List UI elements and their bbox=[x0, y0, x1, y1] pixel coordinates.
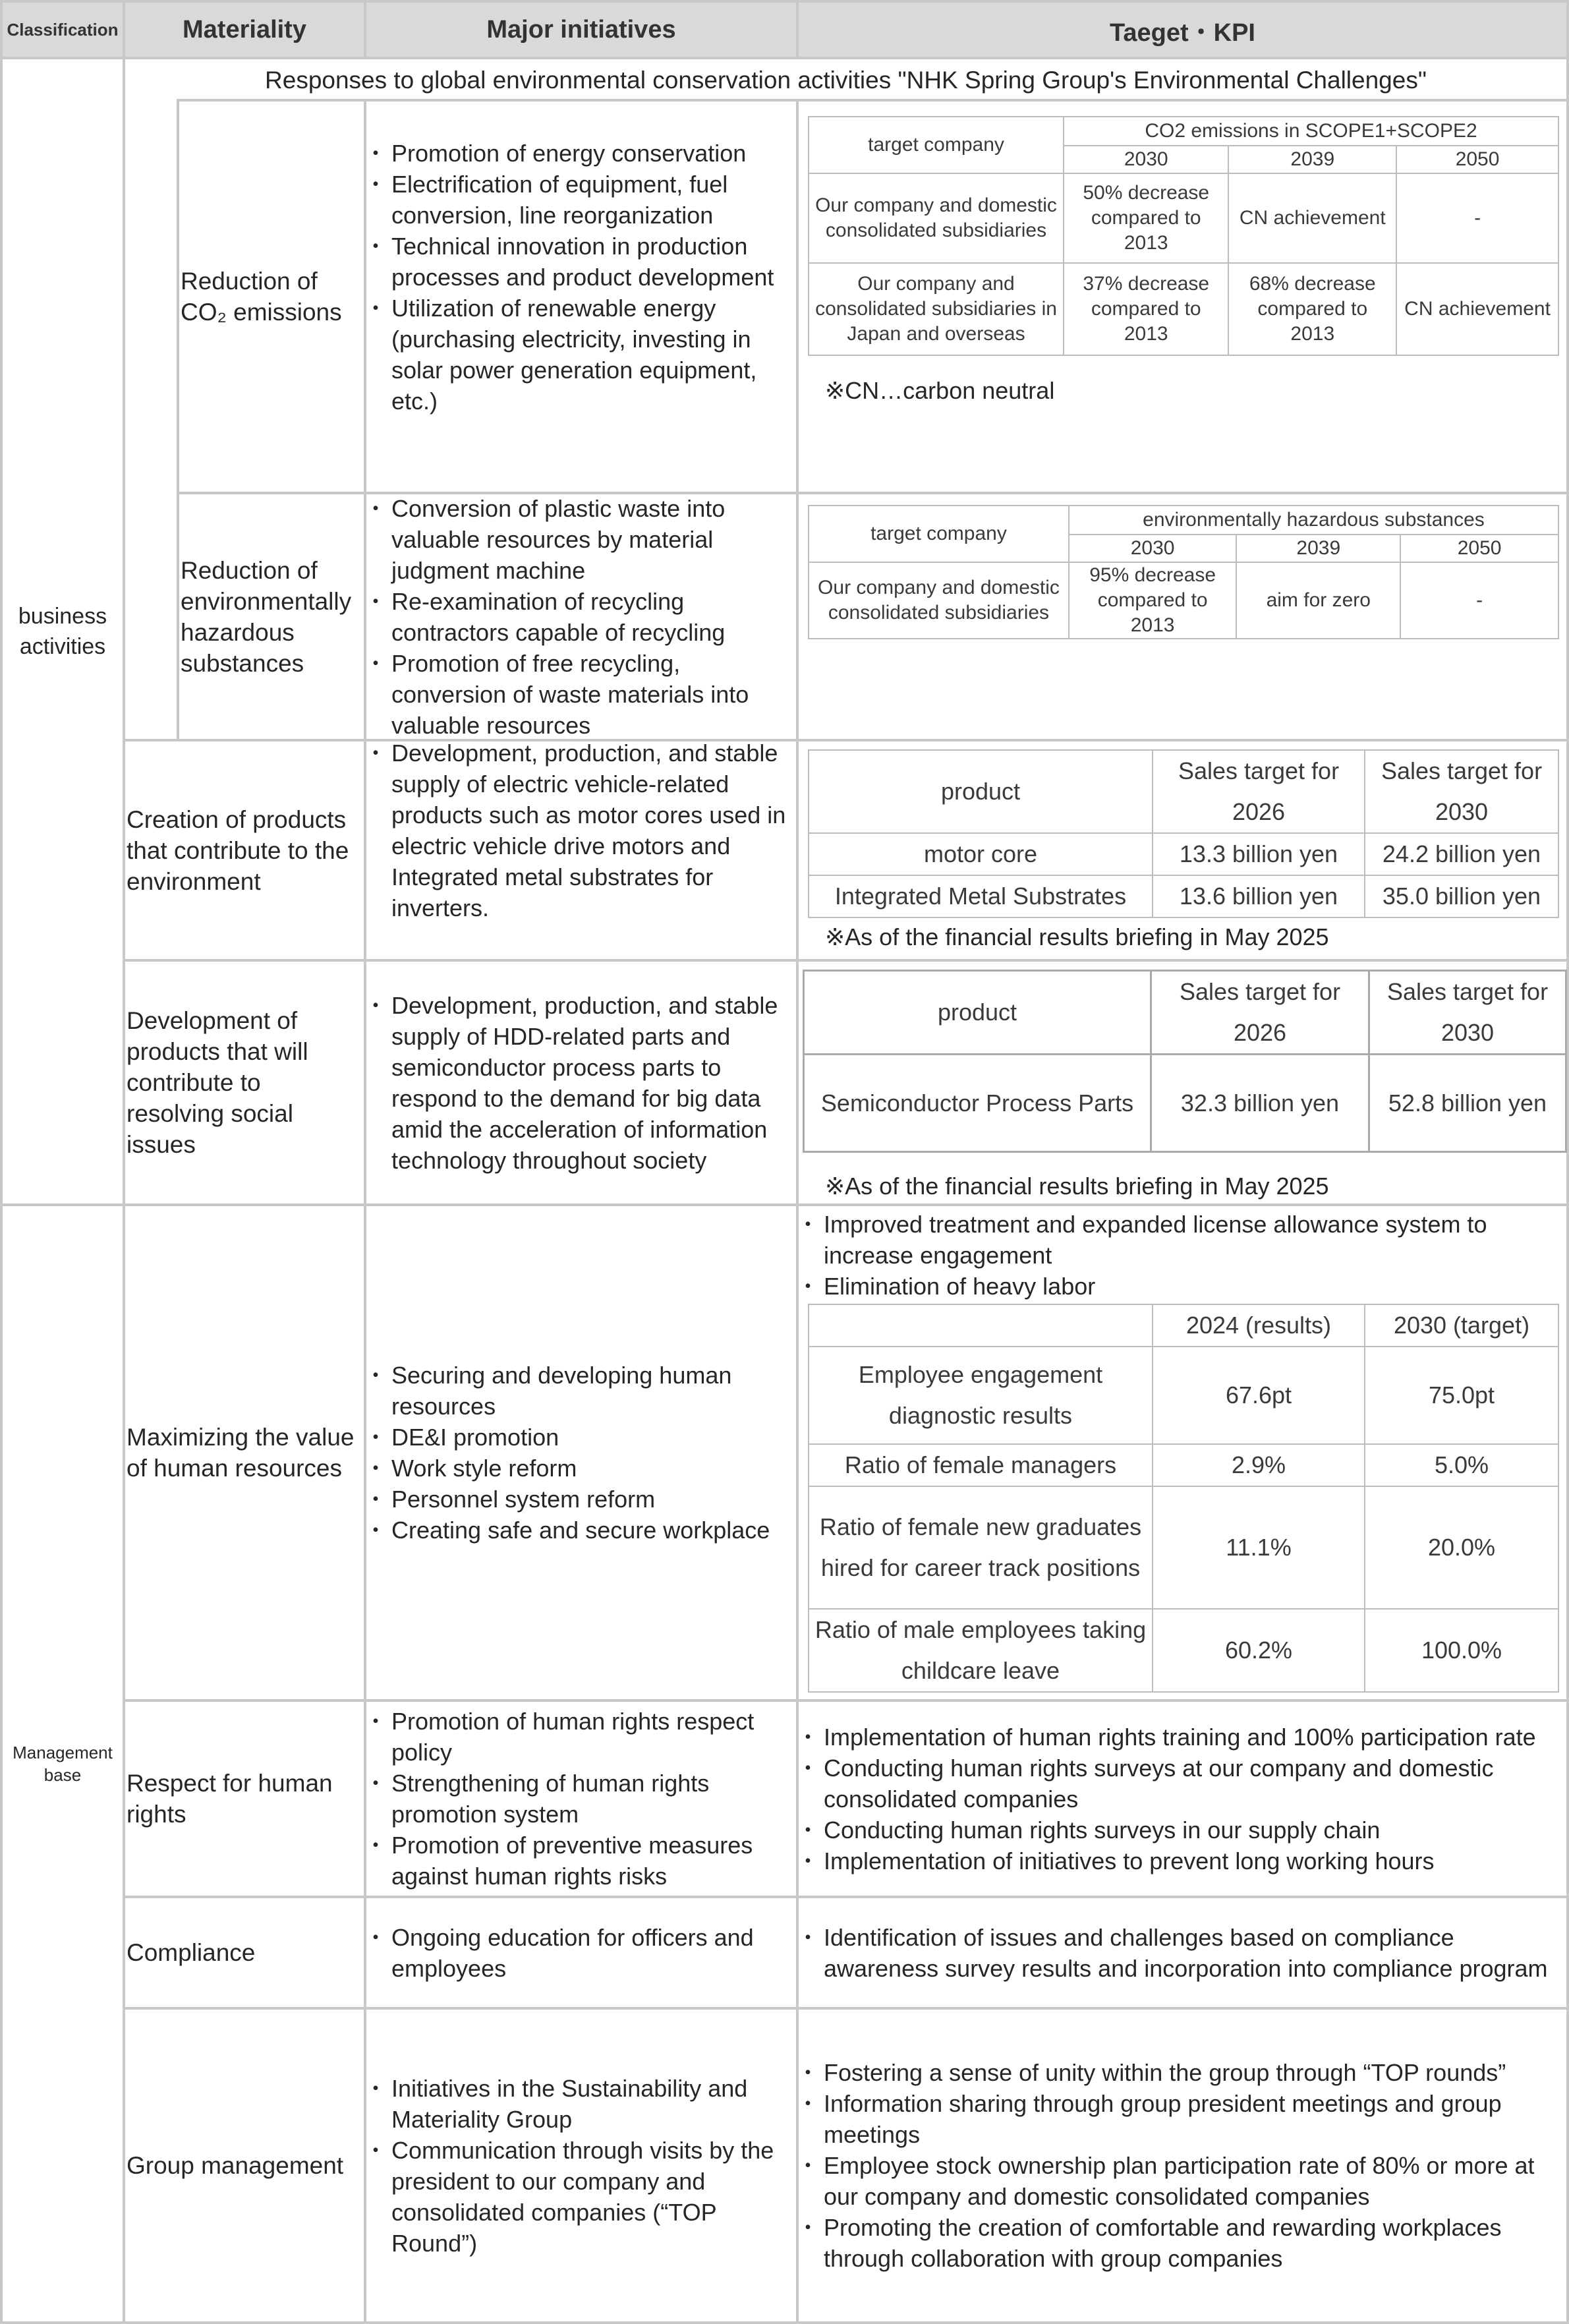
initiatives-compliance bbox=[364, 1896, 799, 2010]
initiative-item: ・ Re-examination of recycling contractors capable of recycling bbox=[369, 586, 796, 648]
table-cell: - bbox=[1396, 173, 1558, 263]
target-co2 bbox=[796, 99, 1569, 494]
initiatives-hr bbox=[364, 1204, 799, 1702]
target-hr bbox=[796, 1204, 1569, 1702]
table-cell: 37% decrease compared to 2013 bbox=[1064, 263, 1228, 355]
initiative-item: ・ Development, production, and stable supply of electric vehicle-related products such as motor cores used in electric vehicle drive motors and Integrated metal substrates for inverters. bbox=[369, 738, 796, 923]
table-cell: 75.0pt bbox=[1365, 1347, 1558, 1444]
co2-note: ※CN…carbon neutral bbox=[825, 377, 1055, 404]
kpi-item: ・ Conducting human rights surveys in our supply chain bbox=[801, 1815, 1566, 1845]
kpi-item: ・ Conducting human rights surveys at our company and domestic consolidated companies bbox=[801, 1753, 1566, 1815]
initiative-item: ・ Technical innovation in production processes and product development bbox=[369, 231, 796, 293]
initiative-item: ・ Promotion of human rights respect policy bbox=[369, 1706, 796, 1768]
materiality-co2-label: Reduction of CO₂ emissions bbox=[181, 268, 342, 326]
table-cell: Our company and consolidated subsidiaries in Japan and overseas bbox=[809, 263, 1064, 355]
table-cell: 100.0% bbox=[1365, 1609, 1558, 1692]
initiative-item: ・ Personnel system reform bbox=[369, 1484, 796, 1515]
table-header: environmentally hazardous substances bbox=[1069, 506, 1558, 535]
initiative-item: ・ DE&I promotion bbox=[369, 1422, 796, 1453]
initiative-item: ・ Ongoing education for officers and employees bbox=[369, 1922, 796, 1984]
table-cell: 50% decrease compared to 2013 bbox=[1064, 173, 1228, 263]
materiality-hazardous bbox=[177, 492, 366, 741]
env-bracket bbox=[123, 99, 179, 741]
materiality-social-products bbox=[123, 959, 366, 1206]
materiality-rights bbox=[123, 1699, 366, 1898]
table-row bbox=[809, 1486, 1558, 1609]
table-cell: Integrated Metal Substrates bbox=[809, 875, 1153, 917]
initiative-item: ・ Promotion of energy conservation bbox=[369, 138, 796, 169]
env-products-note: ※As of the financial results briefing in May 2025 bbox=[825, 923, 1329, 950]
table-header: 2024 (results) bbox=[1153, 1304, 1365, 1347]
table-header: 2050 bbox=[1396, 146, 1558, 173]
table-cell: 52.8 billion yen bbox=[1369, 1055, 1566, 1152]
table-header: 2030 bbox=[1069, 535, 1236, 562]
initiatives-social-products bbox=[364, 959, 799, 1206]
social-products-note: ※As of the financial results briefing in May 2025 bbox=[825, 1173, 1329, 1200]
table-header: 2030 bbox=[1064, 146, 1228, 173]
table-cell: 32.3 billion yen bbox=[1151, 1055, 1369, 1152]
materiality-rights-label: Respect for human rights bbox=[127, 1770, 333, 1828]
target-compliance bbox=[796, 1896, 1569, 2010]
initiative-item: ・ Initiatives in the Sustainability and Materiality Group bbox=[369, 2073, 796, 2135]
co2-kpi-table bbox=[808, 116, 1559, 356]
materiality-group-label: Group management bbox=[127, 2152, 344, 2179]
target-social-products bbox=[796, 959, 1569, 1206]
kpi-item: ・ Identification of issues and challenges based on compliance awareness survey results and incorporation into compliance program bbox=[801, 1922, 1566, 1984]
materiality-hr bbox=[123, 1204, 366, 1702]
table-header: target company bbox=[809, 117, 1064, 173]
kpi-item: ・ Implementation of initiatives to prevent long working hours bbox=[801, 1845, 1566, 1876]
header-materiality: Materiality bbox=[123, 0, 366, 59]
table-row bbox=[804, 1055, 1566, 1152]
materiality-env-products bbox=[123, 739, 366, 962]
kpi-item: ・ Elimination of heavy labor bbox=[801, 1271, 1559, 1302]
initiative-item: ・ Work style reform bbox=[369, 1453, 796, 1484]
table-row bbox=[809, 173, 1558, 263]
table-cell: Our company and domestic consolidated subsidiaries bbox=[809, 562, 1069, 639]
table-cell: 13.6 billion yen bbox=[1153, 875, 1365, 917]
table-cell: Ratio of female managers bbox=[809, 1444, 1153, 1486]
env-products-kpi-table bbox=[808, 749, 1559, 918]
table-cell: CN achievement bbox=[1228, 173, 1396, 263]
table-header: 2039 bbox=[1228, 146, 1396, 173]
table-cell: 60.2% bbox=[1153, 1609, 1365, 1692]
header-target: Taeget・KPI bbox=[796, 0, 1569, 59]
materiality-co2 bbox=[177, 99, 366, 494]
initiatives-env-products bbox=[364, 739, 799, 962]
table-cell: Employee engagement diagnostic results bbox=[809, 1347, 1153, 1444]
table-cell: 35.0 billion yen bbox=[1365, 875, 1558, 917]
materiality-group bbox=[123, 2007, 366, 2324]
target-env-products bbox=[796, 739, 1569, 962]
table-cell: Our company and domestic consolidated subsidiaries bbox=[809, 173, 1064, 263]
table-header: Sales target for 2030 bbox=[1365, 750, 1558, 833]
initiative-item: ・ Conversion of plastic waste into valuable resources by material judgment machine bbox=[369, 493, 796, 586]
table-cell: motor core bbox=[809, 833, 1153, 875]
table-header bbox=[809, 1304, 1153, 1347]
materiality-hr-label: Maximizing the value of human resources bbox=[127, 1424, 355, 1482]
table-row bbox=[809, 1609, 1558, 1692]
header-classification: Classification bbox=[0, 0, 125, 59]
table-row bbox=[809, 562, 1558, 639]
target-rights bbox=[796, 1699, 1569, 1898]
table-header: Sales target for 2026 bbox=[1151, 971, 1369, 1055]
table-header: Sales target for 2026 bbox=[1153, 750, 1365, 833]
table-cell: 11.1% bbox=[1153, 1486, 1365, 1609]
social-products-kpi-table bbox=[803, 970, 1567, 1153]
table-cell: CN achievement bbox=[1396, 263, 1558, 355]
table-cell: 5.0% bbox=[1365, 1444, 1558, 1486]
initiative-item: ・ Creating safe and secure workplace bbox=[369, 1515, 796, 1546]
table-row bbox=[809, 263, 1558, 355]
initiatives-group bbox=[364, 2007, 799, 2324]
table-row bbox=[809, 833, 1558, 875]
header-initiatives: Major initiatives bbox=[364, 0, 799, 59]
initiative-item: ・ Communication through visits by the president to our company and consolidated companies (“TOP Round”) bbox=[369, 2135, 796, 2259]
table-header: product bbox=[809, 750, 1153, 833]
table-cell: aim for zero bbox=[1236, 562, 1400, 639]
env-banner: Responses to global environmental conservation activities "NHK Spring Group's Environmental Challenges" bbox=[123, 57, 1569, 102]
initiative-item: ・ Promotion of preventive measures against human rights risks bbox=[369, 1830, 796, 1892]
table-cell: Ratio of female new graduates hired for career track positions bbox=[809, 1486, 1153, 1609]
table-cell: 13.3 billion yen bbox=[1153, 833, 1365, 875]
initiatives-rights bbox=[364, 1699, 799, 1898]
materiality-hazardous-label: Reduction of environmentally hazardous substances bbox=[181, 556, 352, 677]
table-cell: 20.0% bbox=[1365, 1486, 1558, 1609]
table-cell: 2.9% bbox=[1153, 1444, 1365, 1486]
table-header: target company bbox=[809, 506, 1069, 562]
hr-kpi-table bbox=[808, 1304, 1559, 1693]
target-hazardous bbox=[796, 492, 1569, 741]
materiality-compliance bbox=[123, 1896, 366, 2010]
table-header: 2030 (target) bbox=[1365, 1304, 1558, 1347]
materiality-compliance-label: Compliance bbox=[127, 1939, 256, 1966]
initiative-item: ・ Promotion of free recycling, conversion of waste materials into valuable resources bbox=[369, 648, 796, 741]
initiative-item: ・ Development, production, and stable supply of HDD-related parts and semiconductor process parts to respond to the demand for big data amid the acceleration of information technology throughout society bbox=[369, 990, 796, 1176]
table-header: Sales target for 2030 bbox=[1369, 971, 1566, 1055]
initiative-item: ・ Strengthening of human rights promotion system bbox=[369, 1768, 796, 1830]
initiatives-hazardous bbox=[364, 492, 799, 741]
kpi-item: ・ Improved treatment and expanded license allowance system to increase engagement bbox=[801, 1209, 1559, 1271]
kpi-item: ・ Promoting the creation of comfortable and rewarding workplaces through collaboration with group companies bbox=[801, 2212, 1566, 2274]
initiative-item: ・ Utilization of renewable energy (purchasing electricity, investing in solar power generation equipment, etc.) bbox=[369, 293, 796, 417]
kpi-item: ・ Information sharing through group president meetings and group meetings bbox=[801, 2088, 1566, 2150]
target-group bbox=[796, 2007, 1569, 2324]
initiative-item: ・ Electrification of equipment, fuel conversion, line reorganization bbox=[369, 169, 796, 231]
table-row bbox=[809, 1347, 1558, 1444]
table-cell: Semiconductor Process Parts bbox=[804, 1055, 1151, 1152]
table-row bbox=[809, 1444, 1558, 1486]
table-header: CO2 emissions in SCOPE1+SCOPE2 bbox=[1064, 117, 1558, 146]
kpi-item: ・ Fostering a sense of unity within the group through “TOP rounds” bbox=[801, 2057, 1566, 2088]
table-header: 2050 bbox=[1400, 535, 1558, 562]
hazardous-kpi-table bbox=[808, 505, 1559, 639]
table-cell: Ratio of male employees taking childcare leave bbox=[809, 1609, 1153, 1692]
materiality-social-products-label: Development of products that will contribute to resolving social issues bbox=[127, 1007, 308, 1158]
table-cell: 24.2 billion yen bbox=[1365, 833, 1558, 875]
initiative-item: ・ Securing and developing human resources bbox=[369, 1360, 796, 1422]
table-header: 2039 bbox=[1236, 535, 1400, 562]
classification-business: business activities bbox=[0, 57, 125, 1206]
table-row bbox=[809, 875, 1558, 917]
materiality-env-products-label: Creation of products that contribute to the environment bbox=[127, 805, 349, 895]
table-cell: - bbox=[1400, 562, 1558, 639]
initiatives-co2 bbox=[364, 99, 799, 494]
table-header: product bbox=[804, 971, 1151, 1055]
table-cell: 95% decrease compared to 2013 bbox=[1069, 562, 1236, 639]
kpi-item: ・ Employee stock ownership plan participation rate of 80% or more at our company and domestic consolidated companies bbox=[801, 2150, 1566, 2212]
kpi-item: ・ Implementation of human rights training and 100% participation rate bbox=[801, 1722, 1566, 1753]
table-cell: 67.6pt bbox=[1153, 1347, 1365, 1444]
classification-management: Management base bbox=[0, 1204, 125, 2324]
table-cell: 68% decrease compared to 2013 bbox=[1228, 263, 1396, 355]
